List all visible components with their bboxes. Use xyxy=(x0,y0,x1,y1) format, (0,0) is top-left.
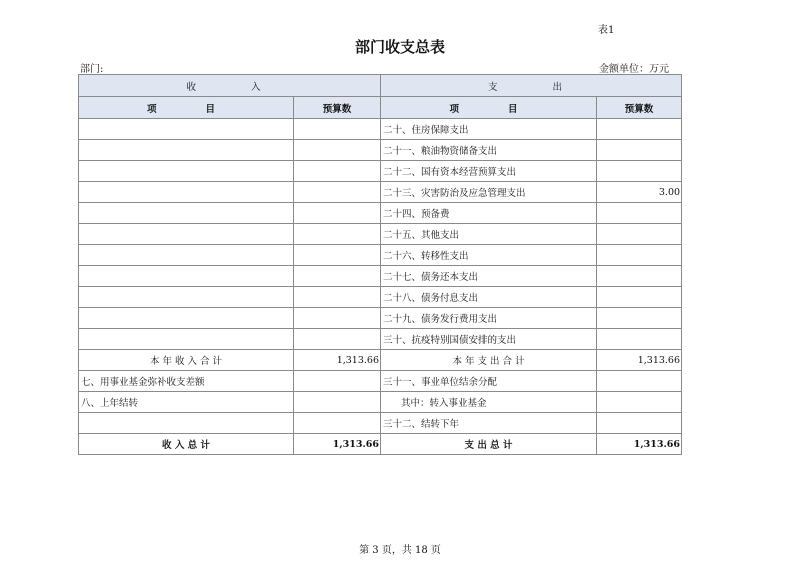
expense-item: 三十、抗疫特别国债安排的支出 xyxy=(381,329,597,350)
income-header: 收 入 xyxy=(79,75,381,97)
expense-item: 三十二、结转下年 xyxy=(381,413,597,434)
header-row-columns xyxy=(79,97,682,119)
income-item xyxy=(79,308,294,329)
income-value xyxy=(294,392,381,413)
expense-item: 二十四、预备费 xyxy=(381,203,597,224)
expense-item: 二十八、债务付息支出 xyxy=(381,287,597,308)
expense-item: 二十、住房保障支出 xyxy=(381,119,597,140)
income-item xyxy=(79,287,294,308)
expense-item: 二十三、灾害防治及应急管理支出 xyxy=(381,182,597,203)
expense-value xyxy=(597,119,682,140)
expense-value xyxy=(597,161,682,182)
table-row xyxy=(79,203,682,224)
expense-value xyxy=(597,266,682,287)
income-value xyxy=(294,413,381,434)
expense-item: 其中：转入事业基金 xyxy=(381,392,597,413)
page-title: 部门收支总表 xyxy=(354,38,445,56)
table-row xyxy=(79,308,682,329)
income-value xyxy=(294,287,381,308)
income-item xyxy=(79,203,294,224)
expense-value: 3.00 xyxy=(597,182,682,203)
budget-table xyxy=(78,74,682,455)
income-item-header: 项 目 xyxy=(79,97,294,119)
income-item xyxy=(79,140,294,161)
table-row xyxy=(79,224,682,245)
table-row xyxy=(79,287,682,308)
table-row xyxy=(79,182,682,203)
expense-item: 二十一、粮油物资储备支出 xyxy=(381,140,597,161)
expense-value xyxy=(597,287,682,308)
expense-value xyxy=(597,140,682,161)
income-value xyxy=(294,140,381,161)
expense-subtotal-value: 1,313.66 xyxy=(597,350,682,371)
expense-item: 二十五、其他支出 xyxy=(381,224,597,245)
income-value xyxy=(294,119,381,140)
table-row xyxy=(79,329,682,350)
income-value xyxy=(294,224,381,245)
expense-budget-header: 预算数 xyxy=(597,97,682,119)
table-row xyxy=(79,392,682,413)
income-value xyxy=(294,203,381,224)
income-item xyxy=(79,266,294,287)
expense-subtotal-label: 本 年 支 出 合 计 xyxy=(381,350,597,371)
income-item xyxy=(79,329,294,350)
income-value xyxy=(294,266,381,287)
income-item: 七、用事业基金弥补收支差额 xyxy=(79,371,294,392)
expense-value xyxy=(597,224,682,245)
income-total-value: 1,313.66 xyxy=(294,434,381,455)
income-budget-header: 预算数 xyxy=(294,97,381,119)
expense-value xyxy=(597,329,682,350)
unit-label: 金额单位：万元 xyxy=(599,64,669,75)
table-row xyxy=(79,161,682,182)
income-total-label: 收 入 总 计 xyxy=(79,434,294,455)
income-item xyxy=(79,119,294,140)
expense-header: 支 出 xyxy=(381,75,682,97)
expense-value xyxy=(597,245,682,266)
income-item xyxy=(79,245,294,266)
income-item xyxy=(79,413,294,434)
income-item xyxy=(79,224,294,245)
income-item xyxy=(79,161,294,182)
income-item: 八、上年结转 xyxy=(79,392,294,413)
expense-total-label: 支 出 总 计 xyxy=(381,434,597,455)
income-subtotal-value: 1,313.66 xyxy=(294,350,381,371)
subtotal-row xyxy=(79,350,682,371)
income-subtotal-label: 本 年 收 入 合 计 xyxy=(79,350,294,371)
income-value xyxy=(294,161,381,182)
income-value xyxy=(294,371,381,392)
header-row-sections xyxy=(79,75,682,97)
expense-item-header: 项 目 xyxy=(381,97,597,119)
expense-value xyxy=(597,308,682,329)
table-row xyxy=(79,266,682,287)
income-value xyxy=(294,308,381,329)
table-tag: 表1 xyxy=(598,25,615,36)
table-row xyxy=(79,245,682,266)
table-row xyxy=(79,119,682,140)
expense-value xyxy=(597,371,682,392)
expense-item: 二十二、国有资本经营预算支出 xyxy=(381,161,597,182)
income-value xyxy=(294,182,381,203)
expense-total-value: 1,313.66 xyxy=(597,434,682,455)
income-value xyxy=(294,329,381,350)
income-value xyxy=(294,245,381,266)
table-row xyxy=(79,140,682,161)
expense-item: 二十七、债务还本支出 xyxy=(381,266,597,287)
income-item xyxy=(79,182,294,203)
expense-value xyxy=(597,392,682,413)
expense-item: 三十一、事业单位结余分配 xyxy=(381,371,597,392)
table-row xyxy=(79,413,682,434)
expense-item: 二十九、债务发行费用支出 xyxy=(381,308,597,329)
page-footer: 第 3 页，共 18 页 xyxy=(359,545,441,556)
expense-value xyxy=(597,413,682,434)
expense-item: 二十六、转移性支出 xyxy=(381,245,597,266)
total-row xyxy=(79,434,682,455)
table-row xyxy=(79,371,682,392)
department-label: 部门: xyxy=(80,64,104,75)
expense-value xyxy=(597,203,682,224)
